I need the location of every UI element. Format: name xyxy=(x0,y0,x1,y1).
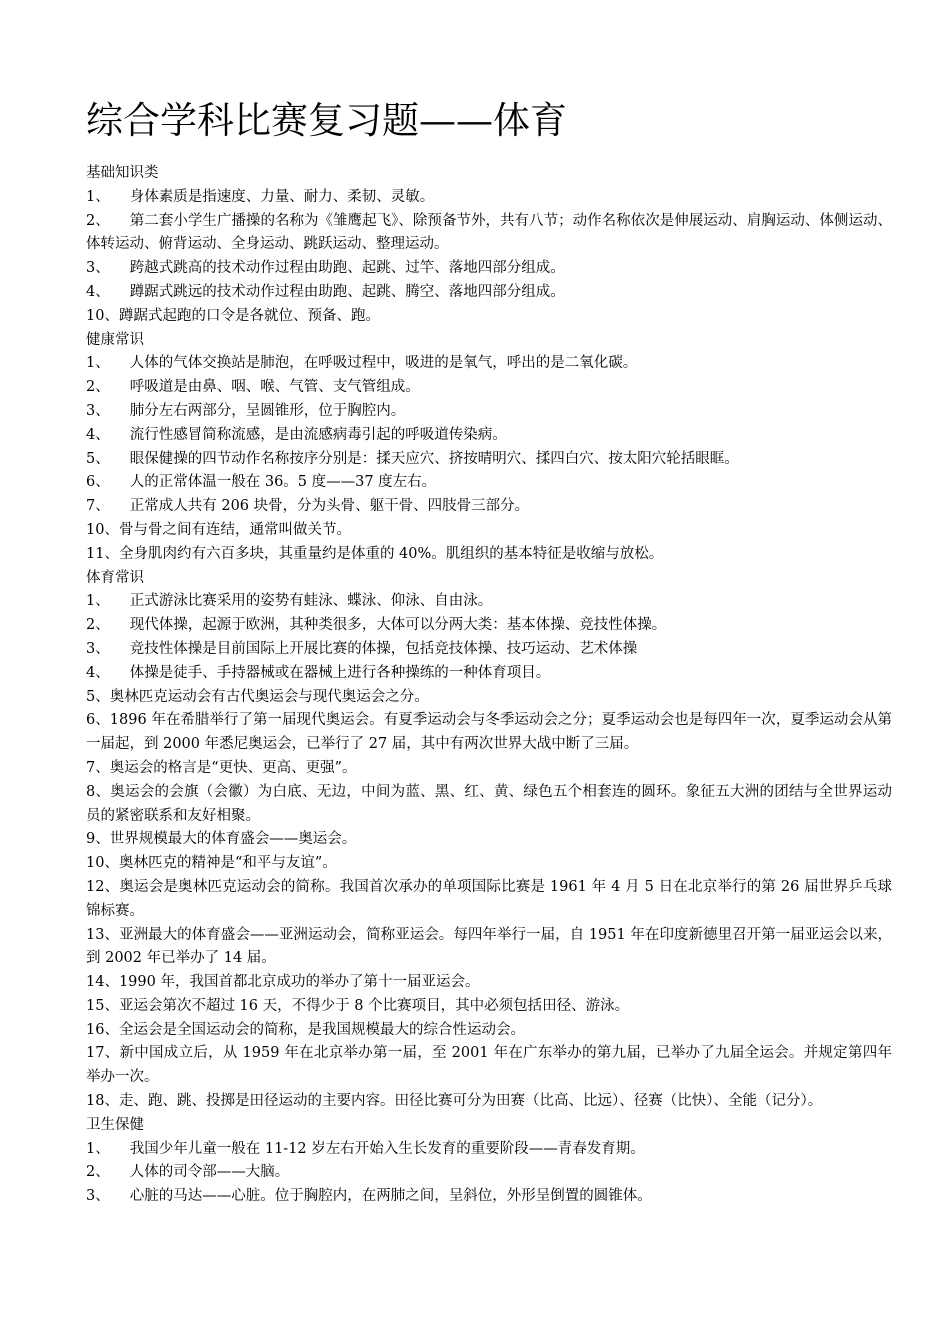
item-text: 1896 年在希腊举行了第一届现代奥运会。有夏季运动会与冬季运动会之分；夏季运动会也是每四年一次，夏季运动会从第一届起，到 2000 年悉尼奥运会，已举行了 27 届，其中有两次世界大战中断了三届。 xyxy=(86,712,892,753)
item-text: 竞技性体操是目前国际上开展比赛的体操，包括竞技体操、技巧运动、艺术体操 xyxy=(129,640,638,657)
item-number: 3、 xyxy=(86,402,110,419)
item-text: 奥运会的格言是“更快、更高、更强”。 xyxy=(109,759,357,776)
list-item xyxy=(86,614,892,638)
item-number: 1、 xyxy=(86,593,110,610)
item-text: 奥林匹克的精神是“和平与友谊”。 xyxy=(118,855,337,872)
list-item xyxy=(86,376,892,400)
item-number: 2、 xyxy=(86,212,110,229)
list-item xyxy=(86,686,892,710)
list-item xyxy=(86,828,892,852)
item-number: 3、 xyxy=(86,1188,110,1205)
list-item xyxy=(86,662,892,686)
item-text: 走、跑、跳、投掷是田径运动的主要内容。田径比赛可分为田赛（比高、比远）、径赛（比快）、全能（记分）。 xyxy=(118,1093,823,1110)
item-text: 眼保健操的四节动作名称按序分别是：揉天应穴、挤按晴明穴、揉四白穴、按太阳穴轮括眼眶。 xyxy=(129,450,739,467)
list-item xyxy=(86,971,892,995)
item-text: 奥运会是奥林匹克运动会的简称。我国首次承办的单项国际比赛是 1961 年 4 月 5 日在北京举行的第 26 届世界乒乓球锦标赛。 xyxy=(86,878,893,919)
item-number: 15、 xyxy=(86,997,119,1014)
item-number: 13、 xyxy=(86,926,120,943)
item-text: 蹲踞式起跑的口令是各就位、预备、跑。 xyxy=(118,307,380,324)
list-item xyxy=(86,590,892,614)
list-item xyxy=(86,519,892,543)
list-item xyxy=(86,876,892,924)
item-text: 人的正常体温一般在 36。5 度——37 度左右。 xyxy=(129,474,437,491)
item-number: 18、 xyxy=(86,1093,119,1110)
item-text: 肺分左右两部分，呈圆锥形，位于胸腔内。 xyxy=(129,402,406,419)
list-item xyxy=(86,400,892,424)
list-item xyxy=(86,281,892,305)
list-item xyxy=(86,186,892,210)
list-item xyxy=(86,995,892,1019)
item-number: 2、 xyxy=(86,379,110,396)
item-number: 4、 xyxy=(86,426,110,443)
section-heading: 卫生保健 xyxy=(86,1116,144,1133)
item-number: 4、 xyxy=(86,664,110,681)
item-text: 亚洲最大的体育盛会——亚洲运动会，简称亚运会。每四年举行一届，自 1951 年在印度新德里召开第一届亚运会以来，到 2002 年已举办了 14 届。 xyxy=(86,926,892,967)
document-title: 综合学科比赛复习题——体育 xyxy=(86,99,567,142)
item-number: 6、 xyxy=(86,712,110,729)
list-item xyxy=(86,210,892,258)
item-text: 正式游泳比赛采用的姿势有蛙泳、蝶泳、仰泳、自由泳。 xyxy=(129,593,493,610)
item-text: 第二套小学生广播操的名称为《雏鹰起飞》、除预备节外，共有八节；动作名称依次是伸展运动、肩胸运动、体侧运动、体转运动、俯背运动、全身运动、跳跃运动、整理运动。 xyxy=(86,212,892,253)
document-body xyxy=(86,162,892,1209)
list-item xyxy=(86,424,892,448)
list-item xyxy=(86,1185,892,1209)
item-text: 身体素质是指速度、力量、耐力、柔韧、灵敏。 xyxy=(129,188,435,205)
list-item xyxy=(86,1161,892,1185)
list-item xyxy=(86,1138,892,1162)
item-text: 人体的气体交换站是肺泡，在呼吸过程中，吸进的是氧气，呼出的是二氧化碳。 xyxy=(129,355,638,372)
list-item xyxy=(86,709,892,757)
item-number: 7、 xyxy=(86,498,110,515)
document-page xyxy=(86,96,892,1209)
item-text: 亚运会第次不超过 16 天，不得少于 8 个比赛项目，其中必须包括田径、游泳。 xyxy=(118,997,630,1014)
item-text: 蹲踞式跳远的技术动作过程由助跑、起跳、腾空、落地四部分组成。 xyxy=(129,283,565,300)
list-item xyxy=(86,781,892,829)
item-number: 3、 xyxy=(86,260,110,277)
item-number: 1、 xyxy=(86,1140,110,1157)
item-text: 我国少年儿童一般在 11-12 岁左右开始入生长发育的重要阶段——青春发育期。 xyxy=(129,1140,645,1157)
item-number: 9、 xyxy=(86,831,110,848)
list-item xyxy=(86,1019,892,1043)
list-item xyxy=(86,352,892,376)
item-number: 16、 xyxy=(86,1021,119,1038)
item-text: 正常成人共有 206 块骨，分为头骨、躯干骨、四肢骨三部分。 xyxy=(129,498,530,515)
list-item xyxy=(86,1042,892,1090)
item-text: 1990 年，我国首都北京成功的举办了第十一届亚运会。 xyxy=(118,974,480,991)
item-text: 奥运会的会旗（会徽）为白底、无边，中间为蓝、黑、红、黄、绿色五个相套连的圆环。象征五大洲的团结与全世界运动员的紧密联系和友好相聚。 xyxy=(86,783,893,824)
item-text: 心脏的马达——心脏。位于胸腔内，在两肺之间，呈斜位，外形呈倒置的圆锥体。 xyxy=(129,1188,652,1205)
item-number: 2、 xyxy=(86,1164,110,1181)
list-item xyxy=(86,757,892,781)
item-number: 1、 xyxy=(86,355,110,372)
item-number: 3、 xyxy=(86,640,110,657)
item-number: 7、 xyxy=(86,759,110,776)
item-text: 跨越式跳高的技术动作过程由助跑、起跳、过竿、落地四部分组成。 xyxy=(129,260,565,277)
list-item xyxy=(86,924,892,972)
list-item xyxy=(86,543,892,567)
item-number: 8、 xyxy=(86,783,111,800)
item-number: 12、 xyxy=(86,878,120,895)
item-text: 呼吸道是由鼻、咽、喉、气管、支气管组成。 xyxy=(129,379,420,396)
item-text: 现代体操，起源于欧洲，其种类很多，大体可以分两大类：基本体操、竞技性体操。 xyxy=(129,617,667,634)
item-number: 1、 xyxy=(86,188,110,205)
item-text: 骨与骨之间有连结，通常叫做关节。 xyxy=(118,521,351,538)
item-text: 全身肌肉约有六百多块，其重量约是体重的 40%。肌组织的基本特征是收缩与放松。 xyxy=(118,545,664,562)
list-item xyxy=(86,1090,892,1114)
item-text: 奥林匹克运动会有古代奥运会与现代奥运会之分。 xyxy=(109,688,429,705)
item-number: 17、 xyxy=(86,1045,120,1062)
item-text: 流行性感冒简称流感，是由流感病毒引起的呼吸道传染病。 xyxy=(129,426,507,443)
item-text: 新中国成立后，从 1959 年在北京举办第一届，至 2001 年在广东举办的第九届，已举办了九届全运会。并规定第四年举办一次。 xyxy=(86,1045,892,1086)
item-number: 14、 xyxy=(86,974,119,991)
section-heading: 体育常识 xyxy=(86,569,144,586)
item-number: 10、 xyxy=(86,307,119,324)
item-number: 6、 xyxy=(86,474,110,491)
section-heading: 基础知识类 xyxy=(86,165,159,181)
item-number: 2、 xyxy=(86,617,110,634)
list-item xyxy=(86,305,892,329)
item-number: 10、 xyxy=(86,521,119,538)
item-number: 4、 xyxy=(86,283,110,300)
section-heading: 健康常识 xyxy=(86,331,144,348)
item-text: 体操是徒手、手持器械或在器械上进行各种操练的一种体育项目。 xyxy=(129,664,551,681)
item-number: 10、 xyxy=(86,855,119,872)
list-item xyxy=(86,448,892,472)
item-text: 世界规模最大的体育盛会——奥运会。 xyxy=(109,831,357,848)
list-item xyxy=(86,257,892,281)
item-number: 5、 xyxy=(86,450,110,467)
item-text: 全运会是全国运动会的简称，是我国规模最大的综合性运动会。 xyxy=(118,1021,525,1038)
list-item xyxy=(86,495,892,519)
item-text: 人体的司令部——大脑。 xyxy=(129,1164,290,1181)
list-item xyxy=(86,852,892,876)
item-number: 11、 xyxy=(86,545,119,562)
item-number: 5、 xyxy=(86,688,110,705)
list-item xyxy=(86,638,892,662)
list-item xyxy=(86,471,892,495)
